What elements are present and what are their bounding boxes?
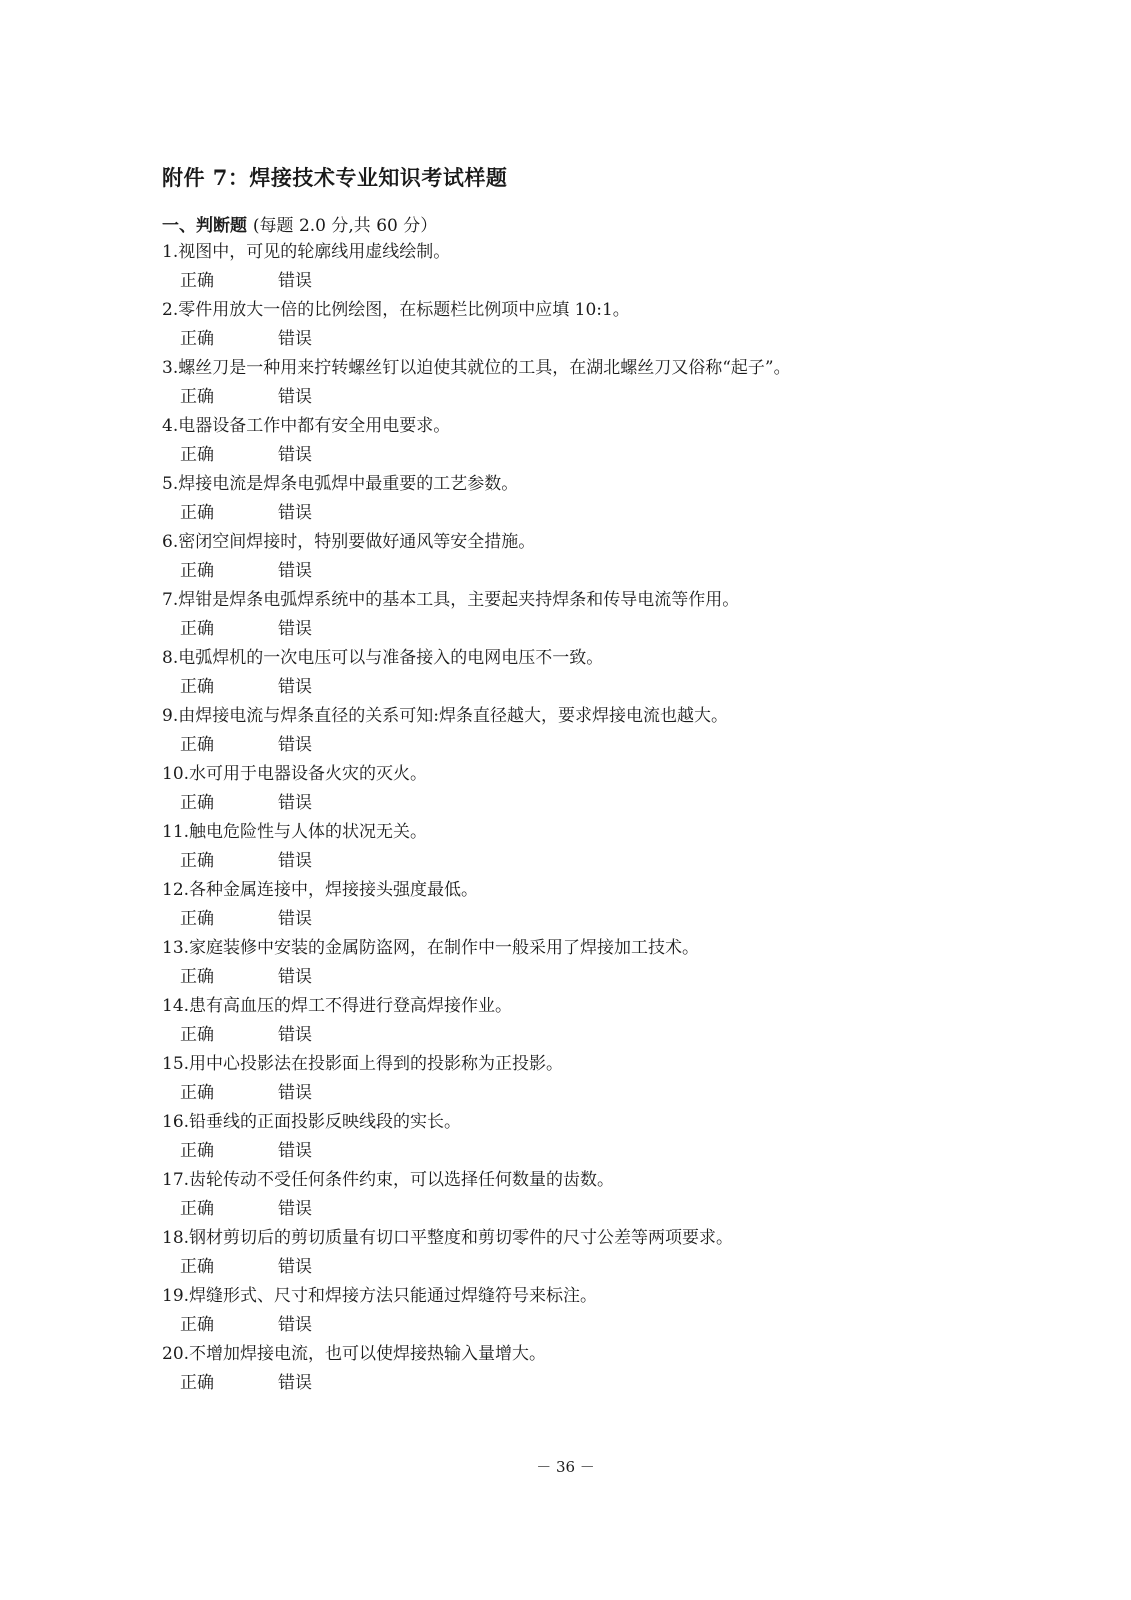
document-title: 附件 7：焊接技术专业知识考试样题 — [162, 165, 508, 190]
option-false[interactable]: 错误 — [278, 387, 312, 407]
option-true[interactable]: 正确 — [180, 967, 214, 987]
question-text: 5.焊接电流是焊条电弧焊中最重要的工艺参数。 — [162, 474, 519, 494]
option-true[interactable]: 正确 — [180, 1199, 214, 1219]
question-list — [162, 238, 982, 1398]
answer-options — [162, 383, 982, 412]
question-text: 2.零件用放大一倍的比例绘图，在标题栏比例项中应填 10:1。 — [162, 300, 630, 320]
question-text: 11.触电危险性与人体的状况无关。 — [162, 822, 428, 842]
answer-options — [162, 905, 982, 934]
answer-options — [162, 789, 982, 818]
question-text: 8.电弧焊机的一次电压可以与准备接入的电网电压不一致。 — [162, 648, 604, 668]
question-item — [162, 818, 982, 876]
question-item — [162, 1340, 982, 1398]
option-false[interactable]: 错误 — [278, 619, 312, 639]
question-item — [162, 702, 982, 760]
option-true[interactable]: 正确 — [180, 793, 214, 813]
answer-options — [162, 499, 982, 528]
question-text: 13.家庭装修中安装的金属防盗网，在制作中一般采用了焊接加工技术。 — [162, 938, 700, 958]
answer-options — [162, 1079, 982, 1108]
answer-options — [162, 1369, 982, 1398]
option-true[interactable]: 正确 — [180, 1025, 214, 1045]
question-item — [162, 1108, 982, 1166]
answer-options — [162, 615, 982, 644]
answer-options — [162, 1021, 982, 1050]
option-true[interactable]: 正确 — [180, 271, 214, 291]
option-false[interactable]: 错误 — [278, 851, 312, 871]
question-item — [162, 934, 982, 992]
question-item — [162, 354, 982, 412]
page-number: － 36 － — [536, 1458, 595, 1476]
question-text: 14.患有高血压的焊工不得进行登高焊接作业。 — [162, 996, 513, 1016]
question-item — [162, 1282, 982, 1340]
option-true[interactable]: 正确 — [180, 387, 214, 407]
question-item — [162, 760, 982, 818]
section-heading-note: (每题 2.0 分,共 60 分） — [252, 216, 438, 236]
question-text: 4.电器设备工作中都有安全用电要求。 — [162, 416, 451, 436]
answer-options — [162, 1253, 982, 1282]
question-item — [162, 528, 982, 586]
option-false[interactable]: 错误 — [278, 1141, 312, 1161]
question-text: 12.各种金属连接中，焊接接头强度最低。 — [162, 880, 479, 900]
answer-options — [162, 267, 982, 296]
option-false[interactable]: 错误 — [278, 561, 312, 581]
section-heading-label: 一、判断题 — [162, 216, 247, 236]
question-item — [162, 296, 982, 354]
question-text: 16.铅垂线的正面投影反映线段的实长。 — [162, 1112, 462, 1132]
option-true[interactable]: 正确 — [180, 735, 214, 755]
answer-options — [162, 1137, 982, 1166]
option-true[interactable]: 正确 — [180, 1083, 214, 1103]
option-true[interactable]: 正确 — [180, 561, 214, 581]
option-true[interactable]: 正确 — [180, 1141, 214, 1161]
answer-options — [162, 847, 982, 876]
option-false[interactable]: 错误 — [278, 271, 312, 291]
question-text: 3.螺丝刀是一种用来拧转螺丝钉以迫使其就位的工具，在湖北螺丝刀又俗称“起子”。 — [162, 358, 791, 378]
question-text: 6.密闭空间焊接时，特别要做好通风等安全措施。 — [162, 532, 536, 552]
option-false[interactable]: 错误 — [278, 1025, 312, 1045]
option-true[interactable]: 正确 — [180, 1315, 214, 1335]
question-text: 18.钢材剪切后的剪切质量有切口平整度和剪切零件的尺寸公差等两项要求。 — [162, 1228, 734, 1248]
question-item — [162, 470, 982, 528]
option-false[interactable]: 错误 — [278, 967, 312, 987]
question-item — [162, 992, 982, 1050]
option-true[interactable]: 正确 — [180, 677, 214, 697]
question-item — [162, 238, 982, 296]
answer-options — [162, 731, 982, 760]
answer-options — [162, 963, 982, 992]
answer-options — [162, 1195, 982, 1224]
answer-options — [162, 441, 982, 470]
option-true[interactable]: 正确 — [180, 1257, 214, 1277]
question-text: 9.由焊接电流与焊条直径的关系可知:焊条直径越大，要求焊接电流也越大。 — [162, 706, 728, 726]
option-true[interactable]: 正确 — [180, 909, 214, 929]
question-text: 10.水可用于电器设备火灾的灭火。 — [162, 764, 428, 784]
option-true[interactable]: 正确 — [180, 851, 214, 871]
question-text: 19.焊缝形式、尺寸和焊接方法只能通过焊缝符号来标注。 — [162, 1286, 598, 1306]
option-false[interactable]: 错误 — [278, 1083, 312, 1103]
question-text: 17.齿轮传动不受任何条件约束，可以选择任何数量的齿数。 — [162, 1170, 615, 1190]
option-false[interactable]: 错误 — [278, 735, 312, 755]
option-false[interactable]: 错误 — [278, 1315, 312, 1335]
option-false[interactable]: 错误 — [278, 793, 312, 813]
answer-options — [162, 325, 982, 354]
option-false[interactable]: 错误 — [278, 1199, 312, 1219]
option-true[interactable]: 正确 — [180, 619, 214, 639]
question-text: 15.用中心投影法在投影面上得到的投影称为正投影。 — [162, 1054, 564, 1074]
answer-options — [162, 673, 982, 702]
option-true[interactable]: 正确 — [180, 329, 214, 349]
question-item — [162, 876, 982, 934]
question-item — [162, 1050, 982, 1108]
option-false[interactable]: 错误 — [278, 909, 312, 929]
section-heading — [162, 211, 437, 236]
option-true[interactable]: 正确 — [180, 1373, 214, 1393]
option-false[interactable]: 错误 — [278, 677, 312, 697]
option-false[interactable]: 错误 — [278, 503, 312, 523]
question-item — [162, 1166, 982, 1224]
option-false[interactable]: 错误 — [278, 329, 312, 349]
option-false[interactable]: 错误 — [278, 445, 312, 465]
question-text: 1.视图中，可见的轮廓线用虚线绘制。 — [162, 242, 451, 262]
question-text: 7.焊钳是焊条电弧焊系统中的基本工具，主要起夹持焊条和传导电流等作用。 — [162, 590, 740, 610]
option-true[interactable]: 正确 — [180, 503, 214, 523]
option-false[interactable]: 错误 — [278, 1257, 312, 1277]
question-item — [162, 1224, 982, 1282]
answer-options — [162, 557, 982, 586]
option-true[interactable]: 正确 — [180, 445, 214, 465]
question-item — [162, 586, 982, 644]
answer-options — [162, 1311, 982, 1340]
option-false[interactable]: 错误 — [278, 1373, 312, 1393]
question-text: 20.不增加焊接电流，也可以使焊接热输入量增大。 — [162, 1344, 547, 1364]
question-item — [162, 412, 982, 470]
question-item — [162, 644, 982, 702]
